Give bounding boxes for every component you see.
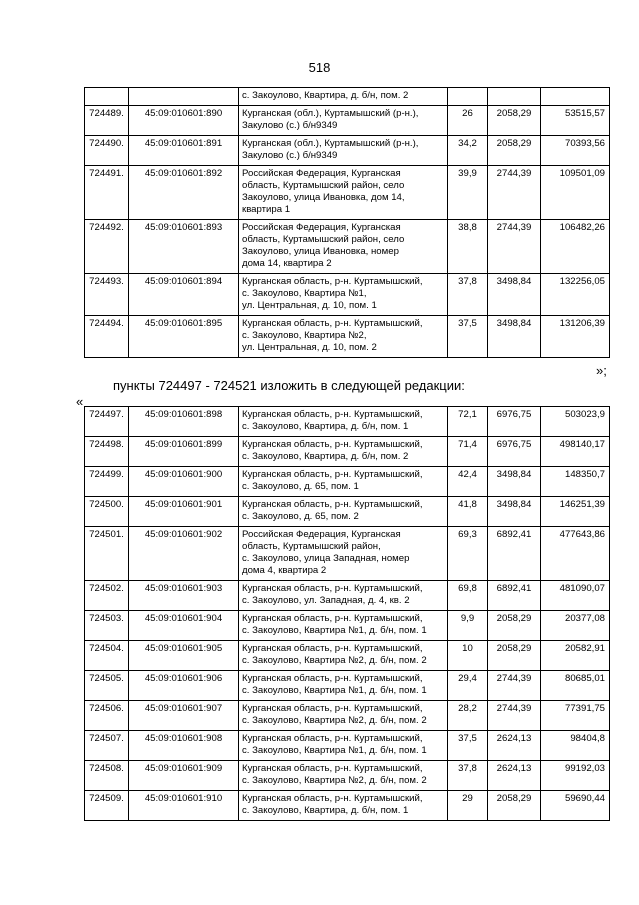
cadastral-number-cell: 45:09:010601:895 [129,316,239,358]
area-cell: 69,8 [448,581,488,611]
address-cell [239,407,448,437]
cost-cell: 80685,01 [541,671,610,701]
table-row [85,467,610,497]
address-line: Курганская область, р-н. Куртамышский, [242,673,423,684]
area-cell [448,88,488,106]
cost-cell: 59690,44 [541,791,610,821]
address-line: Курганская область, р-н. Куртамышский, [242,613,423,624]
address-cell [239,316,448,358]
property-table-1 [84,87,610,358]
address-line: Российская Федерация, Курганская [242,529,401,540]
cost-cell: 148350,7 [541,467,610,497]
rate-cell: 2744,39 [488,701,541,731]
address-line: Курганская область, р-н. Куртамышский, [242,276,423,287]
address-line: с. Закоулово, Квартира №1, д. б/н, пом. 1 [242,685,427,696]
cadastral-number-cell [129,88,239,106]
row-number-cell: 724490. [85,136,129,166]
area-cell: 71,4 [448,437,488,467]
area-cell: 29,4 [448,671,488,701]
address-line: Курганская область, р-н. Куртамышский, [242,499,423,510]
table-row [85,527,610,581]
address-cell [239,611,448,641]
table-row [85,791,610,821]
address-cell [239,274,448,316]
cadastral-number-cell: 45:09:010601:893 [129,220,239,274]
area-cell: 26 [448,106,488,136]
cost-cell: 503023,9 [541,407,610,437]
address-line: с. Закоулово, Квартира №2, [242,330,367,341]
area-cell: 37,5 [448,731,488,761]
area-cell: 9,9 [448,611,488,641]
address-cell [239,88,448,106]
rate-cell: 2744,39 [488,671,541,701]
table-row [85,641,610,671]
row-number-cell [85,88,129,106]
address-line: ул. Центральная, д. 10, пом. 2 [242,342,377,353]
cost-cell: 131206,39 [541,316,610,358]
cost-cell: 109501,09 [541,166,610,220]
cadastral-number-cell: 45:09:010601:892 [129,166,239,220]
cadastral-number-cell: 45:09:010601:908 [129,731,239,761]
row-number-cell: 724492. [85,220,129,274]
address-line: Курганская область, р-н. Куртамышский, [242,583,423,594]
address-cell [239,527,448,581]
rate-cell: 2744,39 [488,166,541,220]
address-line: ул. Центральная, д. 10, пом. 1 [242,300,377,311]
address-cell [239,437,448,467]
table-row [85,731,610,761]
amendment-instruction: пункты 724497 - 724521 изложить в следующей редакции: [113,378,465,393]
address-line: с. Закоулово, Квартира №1, [242,288,367,299]
cadastral-number-cell: 45:09:010601:910 [129,791,239,821]
address-cell [239,731,448,761]
row-number-cell: 724508. [85,761,129,791]
cost-cell: 53515,57 [541,106,610,136]
address-line: с. Закоулово, Квартира №1, д. б/н, пом. 1 [242,625,427,636]
address-cell [239,791,448,821]
area-cell: 37,5 [448,316,488,358]
cost-cell: 481090,07 [541,581,610,611]
table-row [85,220,610,274]
address-line: дома 14, квартира 2 [242,258,332,269]
table-row [85,407,610,437]
address-line: с. Закоулово, Квартира №1, д. б/н, пом. 1 [242,745,427,756]
address-line: Курганская область, р-н. Куртамышский, [242,318,423,329]
row-number-cell: 724509. [85,791,129,821]
address-line: Курганская (обл.), Куртамышский (р-н.), [242,108,419,119]
rate-cell: 2058,29 [488,611,541,641]
table-row [85,136,610,166]
rate-cell: 2058,29 [488,136,541,166]
table-row [85,316,610,358]
address-line: Курганская область, р-н. Куртамышский, [242,763,423,774]
row-number-cell: 724503. [85,611,129,641]
cadastral-number-cell: 45:09:010601:903 [129,581,239,611]
cadastral-number-cell: 45:09:010601:906 [129,671,239,701]
address-line: Российская Федерация, Курганская [242,222,401,233]
area-cell: 10 [448,641,488,671]
cost-cell: 98404,8 [541,731,610,761]
rate-cell: 2058,29 [488,106,541,136]
address-line: с. Закоулово, Квартира, д. б/н, пом. 1 [242,421,409,432]
row-number-cell: 724491. [85,166,129,220]
rate-cell: 3498,84 [488,497,541,527]
address-line: Курганская область, р-н. Куртамышский, [242,703,423,714]
row-number-cell: 724506. [85,701,129,731]
address-cell [239,761,448,791]
cadastral-number-cell: 45:09:010601:891 [129,136,239,166]
address-line: с. Закоулово, Квартира, д. б/н, пом. 1 [242,805,409,816]
cost-cell: 106482,26 [541,220,610,274]
row-number-cell: 724504. [85,641,129,671]
table-row [85,611,610,641]
address-line: область, Куртамышский район, село [242,234,405,245]
address-line: Курганская (обл.), Куртамышский (р-н.), [242,138,419,149]
cadastral-number-cell: 45:09:010601:904 [129,611,239,641]
rate-cell: 6976,75 [488,407,541,437]
cadastral-number-cell: 45:09:010601:898 [129,407,239,437]
rate-cell: 3498,84 [488,316,541,358]
table-row [85,166,610,220]
cost-cell: 77391,75 [541,701,610,731]
cost-cell: 20377,08 [541,611,610,641]
address-line: Курганская область, р-н. Куртамышский, [242,793,423,804]
page-number: 518 [308,60,331,75]
address-line: Закоулово, улица Ивановка, номер [242,246,399,257]
table-row [85,497,610,527]
address-line: с. Закоулово, улица Западная, номер [242,553,410,564]
row-number-cell: 724493. [85,274,129,316]
cadastral-number-cell: 45:09:010601:890 [129,106,239,136]
address-line: с. Закоулово, Квартира №2, д. б/н, пом. 2 [242,655,427,666]
address-line: с. Закоулово, ул. Западная, д. 4, кв. 2 [242,595,410,606]
table-row [85,437,610,467]
row-number-cell: 724502. [85,581,129,611]
cost-cell: 70393,56 [541,136,610,166]
closing-quote: »; [596,363,607,378]
table-row [85,761,610,791]
address-line: с. Закоулово, Квартира, д. б/н, пом. 2 [242,90,409,101]
rate-cell: 6976,75 [488,437,541,467]
cost-cell: 477643,86 [541,527,610,581]
area-cell: 42,4 [448,467,488,497]
area-cell: 39,9 [448,166,488,220]
address-line: Курганская область, р-н. Куртамышский, [242,409,423,420]
cost-cell [541,88,610,106]
area-cell: 69,3 [448,527,488,581]
cadastral-number-cell: 45:09:010601:902 [129,527,239,581]
area-cell: 29 [448,791,488,821]
row-number-cell: 724501. [85,527,129,581]
area-cell: 41,8 [448,497,488,527]
rate-cell: 6892,41 [488,527,541,581]
area-cell: 38,8 [448,220,488,274]
address-line: Курганская область, р-н. Куртамышский, [242,643,423,654]
address-line: Закоулово, улица Ивановка, дом 14, [242,192,405,203]
rate-cell: 6892,41 [488,581,541,611]
row-number-cell: 724489. [85,106,129,136]
address-line: Закулово (с.) б/н9349 [242,150,338,161]
address-cell [239,581,448,611]
cost-cell: 146251,39 [541,497,610,527]
address-line: с. Закоулово, Квартира №2, д. б/н, пом. 2 [242,775,427,786]
area-cell: 37,8 [448,274,488,316]
cost-cell: 498140,17 [541,437,610,467]
cost-cell: 99192,03 [541,761,610,791]
address-cell [239,497,448,527]
table-row [85,274,610,316]
address-line: область, Куртамышский район, село [242,180,405,191]
rate-cell [488,88,541,106]
rate-cell: 3498,84 [488,274,541,316]
table-row [85,581,610,611]
row-number-cell: 724497. [85,407,129,437]
row-number-cell: 724505. [85,671,129,701]
area-cell: 28,2 [448,701,488,731]
cadastral-number-cell: 45:09:010601:905 [129,641,239,671]
address-cell [239,220,448,274]
address-cell [239,467,448,497]
table-row [85,106,610,136]
row-number-cell: 724498. [85,437,129,467]
address-line: дома 4, квартира 2 [242,565,327,576]
address-line: Курганская область, р-н. Куртамышский, [242,439,423,450]
table-row [85,701,610,731]
rate-cell: 2624,13 [488,731,541,761]
area-cell: 72,1 [448,407,488,437]
rate-cell: 2744,39 [488,220,541,274]
row-number-cell: 724494. [85,316,129,358]
address-line: Закулово (с.) б/н9349 [242,120,338,131]
cadastral-number-cell: 45:09:010601:909 [129,761,239,791]
address-line: Российская Федерация, Курганская [242,168,401,179]
cost-cell: 132256,05 [541,274,610,316]
rate-cell: 2058,29 [488,791,541,821]
area-cell: 37,8 [448,761,488,791]
cadastral-number-cell: 45:09:010601:899 [129,437,239,467]
address-line: с. Закоулово, Квартира №2, д. б/н, пом. 2 [242,715,427,726]
rate-cell: 2058,29 [488,641,541,671]
address-cell [239,701,448,731]
row-number-cell: 724499. [85,467,129,497]
address-line: с. Закоулово, д. 65, пом. 1 [242,481,359,492]
address-line: с. Закоулово, д. 65, пом. 2 [242,511,359,522]
address-line: Курганская область, р-н. Куртамышский, [242,733,423,744]
cadastral-number-cell: 45:09:010601:907 [129,701,239,731]
address-cell [239,166,448,220]
address-cell [239,106,448,136]
rate-cell: 2624,13 [488,761,541,791]
rate-cell: 3498,84 [488,467,541,497]
opening-quote: « [76,394,84,409]
address-line: с. Закоулово, Квартира, д. б/н, пом. 2 [242,451,409,462]
table-row [85,671,610,701]
address-line: область, Куртамышский район, [242,541,381,552]
address-cell [239,641,448,671]
cadastral-number-cell: 45:09:010601:901 [129,497,239,527]
address-line: квартира 1 [242,204,291,215]
address-cell [239,136,448,166]
area-cell: 34,2 [448,136,488,166]
cadastral-number-cell: 45:09:010601:900 [129,467,239,497]
row-number-cell: 724500. [85,497,129,527]
table-row [85,88,610,106]
address-cell [239,671,448,701]
property-table-2 [84,406,610,821]
cadastral-number-cell: 45:09:010601:894 [129,274,239,316]
row-number-cell: 724507. [85,731,129,761]
cost-cell: 20582,91 [541,641,610,671]
address-line: Курганская область, р-н. Куртамышский, [242,469,423,480]
